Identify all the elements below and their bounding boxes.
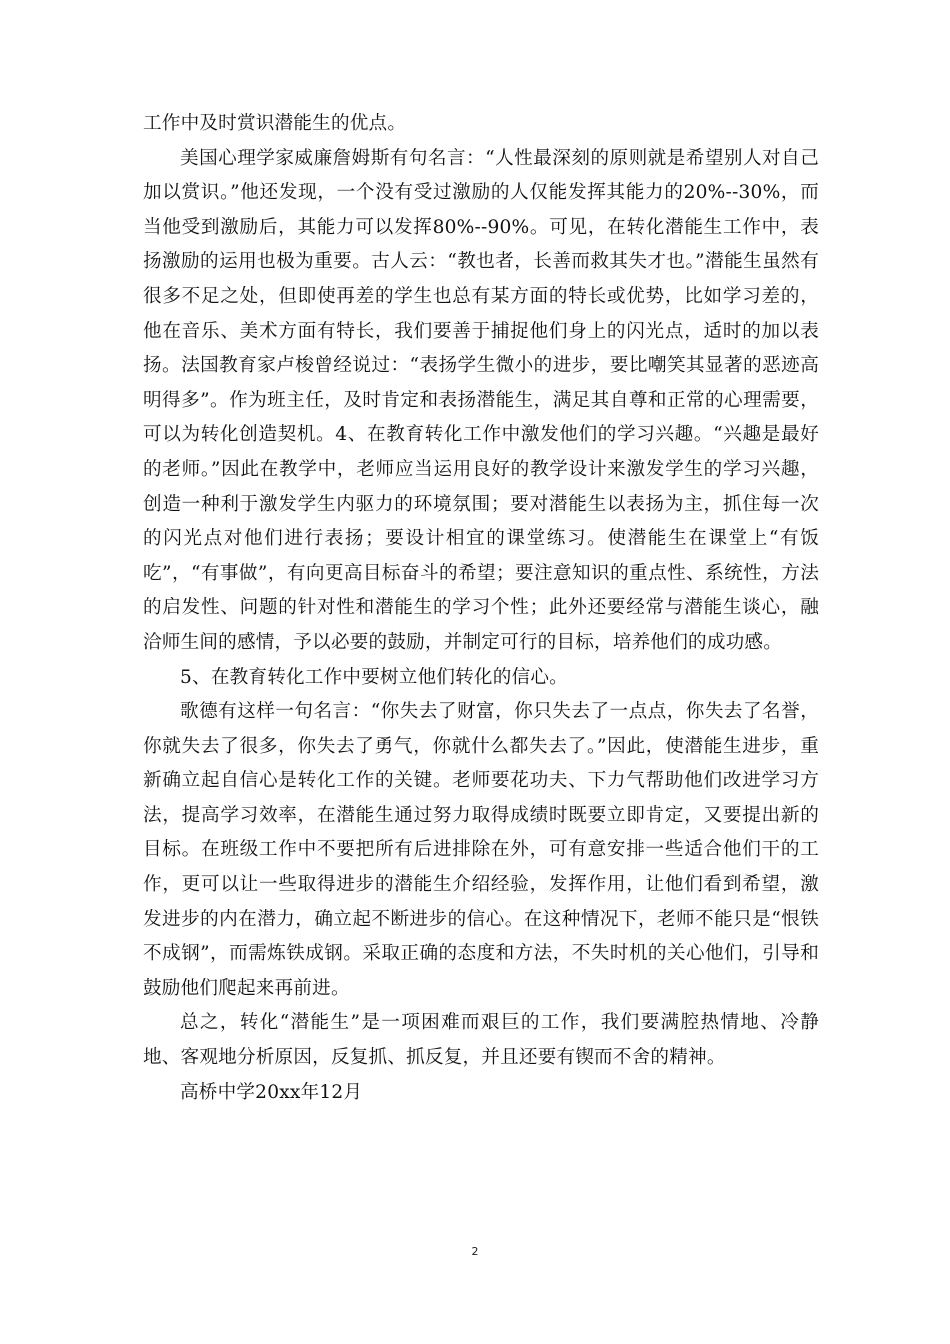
paragraph-signature-date: 高桥中学20xx年12月 <box>180 1081 363 1103</box>
page-number: 2 <box>471 1245 479 1258</box>
paragraph-conclusion: 总之，转化“潜能生”是一项困难而艰巨的工作，我们要满腔热情地、冷静地、客观地分析原因，反复抓、抓反复，并且还要有锲而不舍的精神。 <box>143 1012 819 1069</box>
paragraph-section-5-heading: 5、在教育转化工作中要树立他们转化的信心。 <box>180 666 568 688</box>
document-body <box>143 107 819 1110</box>
paragraph-continuation: 工作中及时赏识潜能生的优点。 <box>143 113 407 134</box>
paragraph-james-quote: 美国心理学家威廉詹姆斯有句名言：“人性最深刻的原则就是希望别人对自己加以赏识。”他还发现，一个没有受过激励的人仅能发挥其能力的20%--30%，而当他受到激励后，其能力可以发挥80%--90%。可见，在转化潜能生工作中，表扬激励的运用也极为重要。古人云：“教也者，长善而救其失才也。”潜能生虽然有很多不足之处，但即使再差的学生也总有某方面的特长或优势，比如学习差的，他在音乐、美术方面有特长，我们要善于捕捉他们身上的闪光点，适时的加以表扬。法国教育家卢梭曾经说过：“表扬学生微小的进步，要比嘲笑其显著的恶迹高明得多”。作为班主任，及时肯定和表扬潜能生，满足其自尊和正常的心理需要，可以为转化创造契机。4、在教育转化工作中激发他们的学习兴趣。“兴趣是最好的老师。”因此在教学中，老师应当运用良好的教学设计来激发学生的学习兴趣，创造一种利于激发学生内驱力的环境氛围；要对潜能生以表扬为主，抓住每一次的闪光点对他们进行表扬；要设计相宜的课堂练习。使潜能生在课堂上“有饭吃”，“有事做”，有向更高目标奋斗的希望；要注意知识的重点性、系统性，方法的启发性、问题的针对性和潜能生的学习个性；此外还要经常与潜能生谈心，融洽师生间的感情，予以必要的鼓励，并制定可行的目标，培养他们的成功感。 <box>143 147 819 653</box>
paragraph-goethe-quote: 歌德有这样一句名言：“你失去了财富，你只失去了一点点，你失去了名誉，你就失去了很多，你失去了勇气，你就什么都失去了。”因此，使潜能生进步，重新确立起自信心是转化工作的关键。老师要花功夫、下力气帮助他们改进学习方法，提高学习效率，在潜能生通过努力取得成绩时既要立即肯定，又要提出新的目标。在班级工作中不要把所有后进排除在外，可有意安排一些适合他们干的工作，更可以让一些取得进步的潜能生介绍经验，发挥作用，让他们看到希望，激发进步的内在潜力，确立起不断进步的信心。在这种情况下，老师不能只是“恨铁不成钢”，而需炼铁成钢。采取正确的态度和方法，不失时机的关心他们，引导和鼓励他们爬起来再前进。 <box>143 701 819 999</box>
